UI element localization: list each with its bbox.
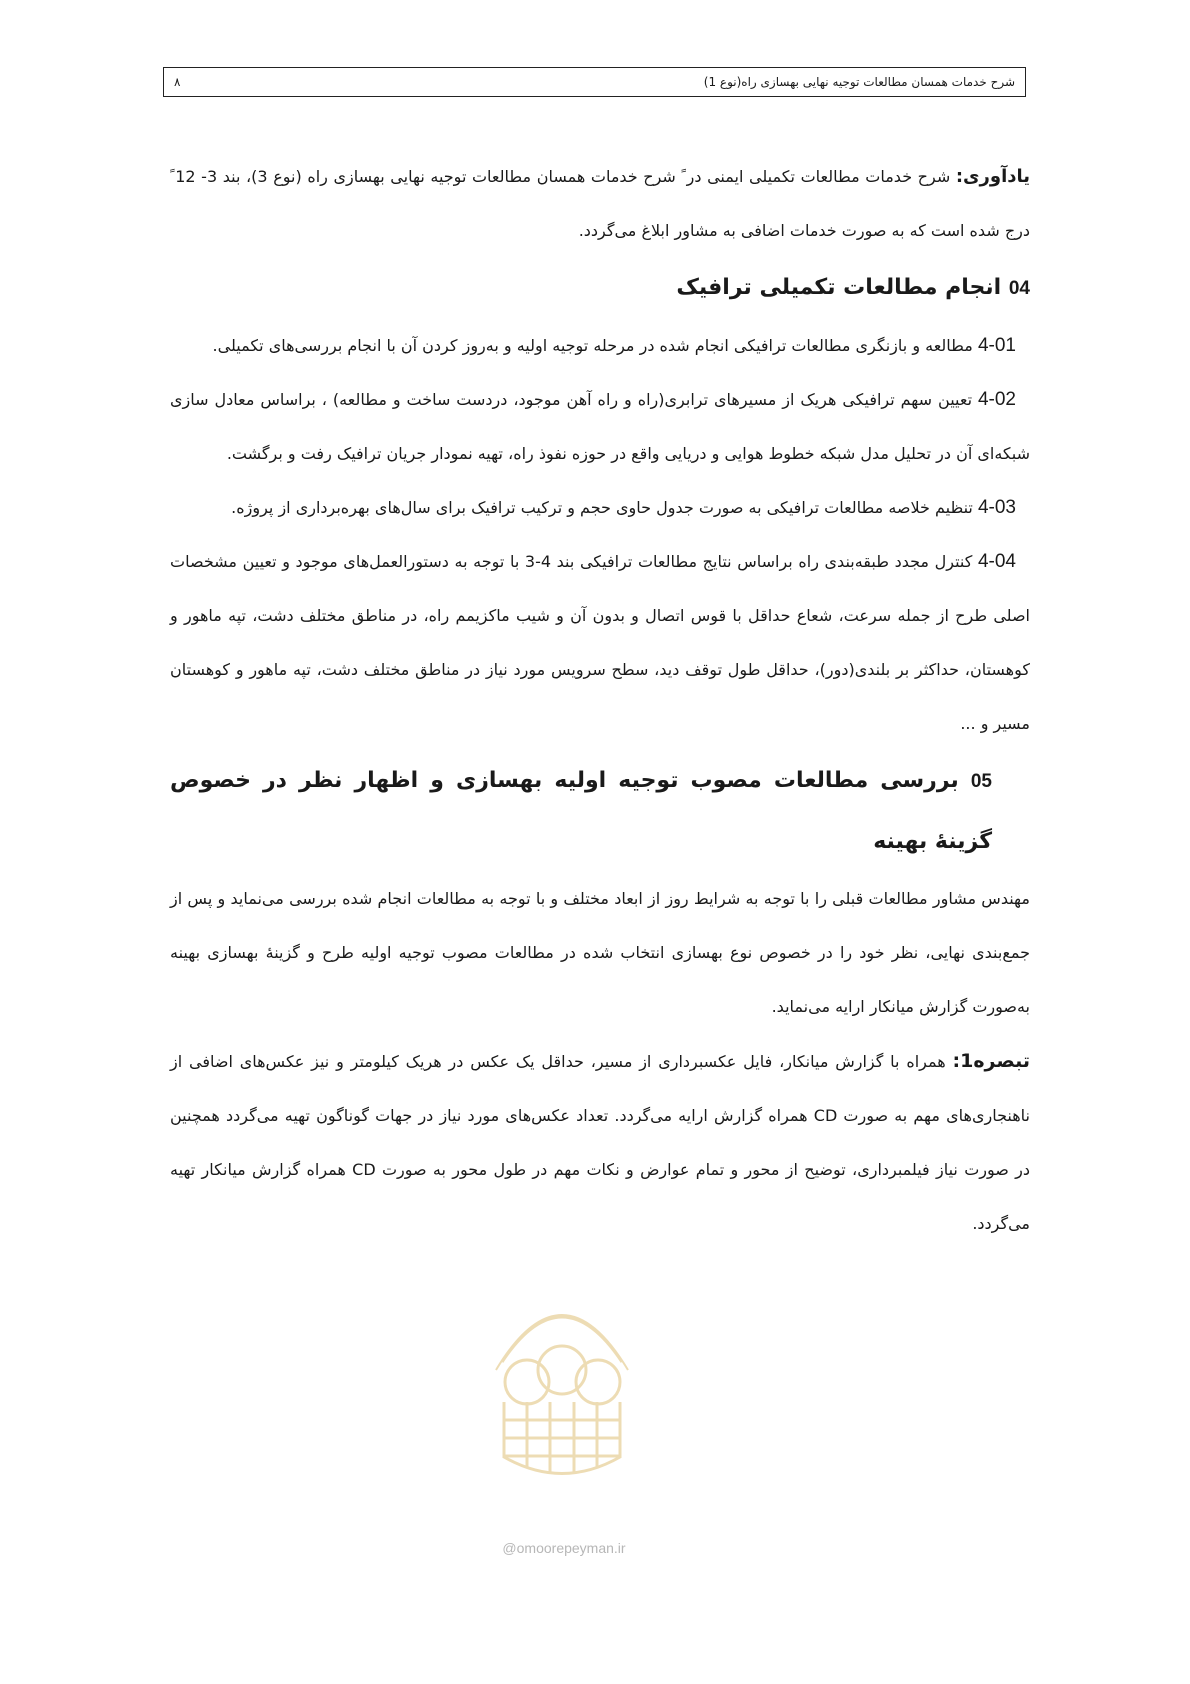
watermark-seal-icon — [482, 1252, 642, 1492]
reminder-label: یادآوری: — [955, 166, 1031, 187]
section-05-title: بررسی مطالعات مصوب توجیه اولیه بهسازی و اظهار نظر در خصوص گزینهٔ بهینه — [170, 768, 992, 854]
page-number: ۸ — [174, 75, 181, 89]
header-title: شرح خدمات همسان مطالعات توجیه نهایی بهسازی راه(نوع 1) — [703, 75, 1015, 89]
section-04-number: 04 — [1008, 278, 1030, 299]
note-1-text: همراه با گزارش میانکار، فایل عکسبرداری از مسیر، حداقل یک عکس در هریک کیلومتر و نیز عکس‌های اضافی از ناهنجاری‌های مهم به صورت CD همراه گزارش ارایه می‌گردد. تعداد عکس‌های مورد نیاز در جهات گوناگون تهیه می‌گردد همچنین در صورت نیاز فیلمبرداری، توضیح از محور و تمام عوارض و نکات مهم در طول محور به صورت CD همراه گزارش میانکار تهیه می‌گردد. — [170, 1052, 1031, 1233]
section-05-heading — [170, 751, 1030, 872]
note-1-label: تبصره1: — [952, 1050, 1030, 1072]
section-05-number: 05 — [970, 771, 992, 792]
item-text: تنظیم خلاصه مطالعات ترافیکی به صورت جدول حاوی حجم و ترکیب ترافیک برای سال‌های بهره‌برداری از پروژه. — [231, 498, 978, 517]
item-text: تعیین سهم ترافیکی هریک از مسیرهای ترابری(راه و راه آهن موجود، دردست ساخت و مطالعه) ، براساس معادل سازی شبکه‌ای آن در تحلیل مدل شبکه خطوط هوایی و دریایی واقع در حوزه نفوذ راه، تهیه نمودار جریان ترافیک رفت و برگشت. — [170, 390, 1030, 463]
section-04-heading — [170, 258, 1030, 319]
main-content — [170, 150, 1030, 1251]
section-04-title: انجام مطالعات تکمیلی ترافیک — [676, 275, 1009, 300]
reminder-text: شرح خدمات مطالعات تکمیلی ایمنی در ً شرح خدمات همسان مطالعات توجیه نهایی بهسازی راه (نوع 3)، بند 3- 12 ً درج شده است که به صورت خدمات اضافی به مشاور ابلاغ می‌گردد. — [170, 167, 1030, 240]
page-header — [163, 67, 1026, 97]
item-text: مطالعه و بازنگری مطالعات ترافیکی انجام شده در مرحله توجیه اولیه و به‌روز کردن آن با انجام بررسی‌های تکمیلی. — [212, 336, 978, 355]
section-05-body: مهندس مشاور مطالعات قبلی را با توجه به شرایط روز از ابعاد مختلف و با توجه به مطالعات انجام شده بررسی می‌نماید و پس از جمع‌بندی نهایی، نظر خود را در خصوص نوع بهسازی انتخاب شده در مطالعات مصوب توجیه اولیه طرح و گزینهٔ بهسازی بهینه به‌صورت گزارش میانکار ارایه می‌نماید. — [170, 889, 1030, 1016]
item-4-02 — [170, 373, 1030, 481]
item-number: 4-04 — [977, 551, 1016, 572]
item-number: 4-02 — [977, 389, 1016, 410]
watermark-text: @omoorepeyman.ir — [502, 1540, 626, 1556]
item-4-01 — [170, 319, 1030, 373]
item-number: 4-03 — [977, 497, 1016, 518]
item-4-03 — [170, 481, 1030, 535]
item-text: کنترل مجدد طبقه‌بندی راه براساس نتایج مطالعات ترافیکی بند 4-3 با توجه به دستورالعمل‌های موجود و تعیین مشخصات اصلی طرح از جمله سرعت، شعاع حداقل با قوس اتصال و بدون آن و شیب ماکزیمم راه، در مناطق مختلف دشت، تپه ماهور و کوهستان، حداکثر بر بلندی(دور)، حداقل طول توقف دید، سطح سرویس مورد نیاز در مناطق مختلف دشت، تپه ماهور و کوهستان مسیر و ... — [170, 552, 1030, 733]
note-1-paragraph — [170, 1034, 1030, 1251]
item-4-04 — [170, 535, 1030, 751]
item-number: 4-01 — [977, 335, 1016, 356]
reminder-paragraph — [170, 150, 1030, 258]
